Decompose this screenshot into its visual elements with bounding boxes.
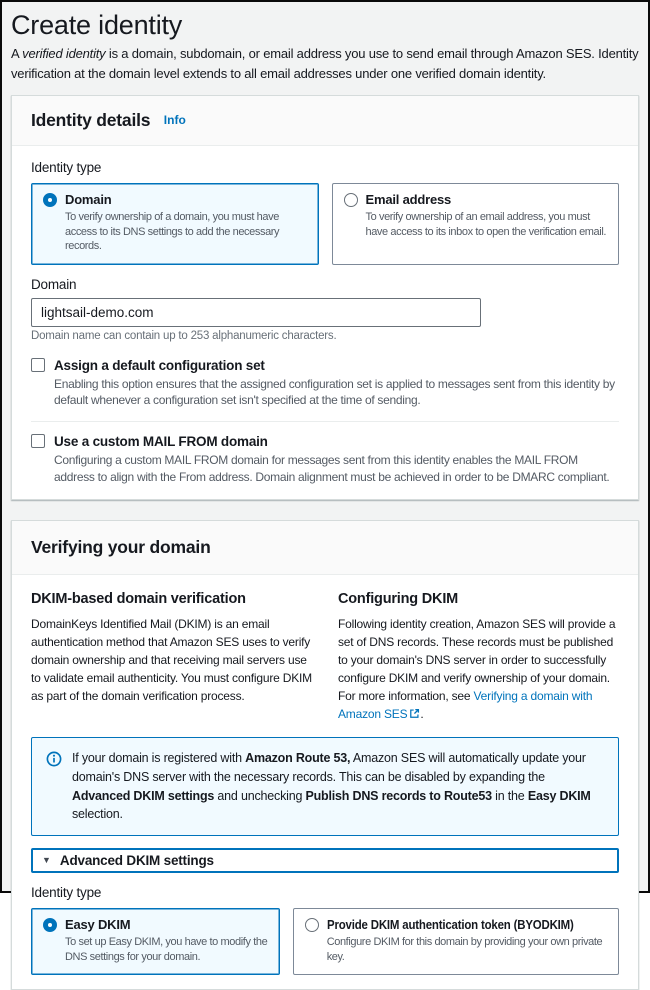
radio-tile-email-label: Email address — [365, 192, 452, 208]
radio-checked-icon[interactable] — [43, 193, 57, 207]
caret-down-icon: ▼ — [42, 855, 51, 866]
intro-italic-term: verified identity — [22, 46, 106, 62]
radio-tile-email-address[interactable] — [332, 183, 620, 265]
divider — [31, 421, 619, 422]
alert-text-segment-bold: Easy DKIM — [527, 788, 591, 803]
configuring-dkim-heading: Configuring DKIM — [338, 591, 459, 608]
alert-text-segment-bold: Publish DNS records to Route53 — [305, 788, 492, 803]
radio-tile-domain-head — [43, 192, 307, 207]
info-icon — [46, 751, 62, 767]
identity-details-header — [12, 96, 638, 146]
alert-text-segment: and unchecking — [214, 788, 306, 803]
verify-domain-link[interactable]: Verifying a domain with Amazon SES — [338, 689, 593, 722]
advanced-dkim-settings-label: Advanced DKIM settings — [59, 853, 214, 869]
checkbox-icon-mail-from[interactable] — [31, 434, 45, 448]
domain-helper-text: Domain name can contain up to 253 alphanumeric characters. — [31, 329, 337, 342]
alert-text-segment: If your domain is registered with — [72, 751, 246, 766]
default-config-set-description: Enabling this option ensures that the assigned configuration set is applied to messages sent from this identity by default whenever a configuration set isn't specified at the time of sending. — [54, 376, 615, 408]
radio-unchecked-icon[interactable] — [305, 918, 319, 932]
configuring-dkim-text-after-link: . — [420, 707, 424, 722]
configuring-dkim-text-before-link: Following identity creation, Amazon SES will provide a set of DNS records. These records must be published to your domain's DNS server in order to successfully configure DKIM and verify ownership of your domain. For more information, see — [338, 617, 616, 704]
default-config-set-field — [31, 358, 619, 409]
checkbox-icon-default-config[interactable] — [31, 358, 45, 372]
route53-info-alert — [31, 737, 619, 836]
alert-text-segment: in the — [491, 788, 528, 803]
page-title: Create identity — [11, 10, 183, 40]
route53-alert-text — [72, 749, 604, 824]
radio-unchecked-icon[interactable] — [344, 193, 358, 207]
mail-from-label[interactable]: Use a custom MAIL FROM domain — [54, 433, 268, 449]
radio-tile-byodkim[interactable] — [293, 908, 619, 975]
radio-tile-domain[interactable] — [31, 183, 319, 265]
radio-checked-icon[interactable] — [43, 918, 57, 932]
radio-tile-email-description: To verify ownership of an email address, you must have access to its inbox to open the verification email. — [365, 211, 607, 238]
domain-input[interactable] — [31, 298, 481, 327]
radio-tile-easy-dkim[interactable] — [31, 908, 280, 975]
radio-tile-byodkim-head — [305, 917, 607, 932]
verifying-domain-card — [11, 520, 639, 990]
dkim-verification-heading: DKIM-based domain verification — [31, 591, 246, 608]
alert-text-segment-bold: Advanced DKIM settings — [72, 788, 215, 803]
default-config-set-label[interactable]: Assign a default configuration set — [54, 357, 265, 373]
page-intro — [11, 44, 639, 84]
dkim-verification-text: DomainKeys Identified Mail (DKIM) is an email authentication method that Amazon SES uses to verify domain ownership and that receiving mail servers use to validate email authenticity. You must configure DKIM as part of the domain verification process. — [31, 617, 312, 704]
mail-from-row — [31, 434, 619, 449]
intro-prefix: A — [11, 46, 23, 62]
intro-rest: is a domain, subdomain, or email address you use to send email through Amazon SES. Identity verification at the domain level extends to all email addresses under one verified domain identity. — [11, 46, 639, 82]
radio-tile-email-head — [344, 192, 608, 207]
domain-field — [31, 277, 619, 342]
identity-details-title: Identity details — [31, 110, 151, 131]
dkim-columns — [31, 591, 619, 723]
domain-label: Domain — [31, 276, 77, 292]
identity-type-label: Identity type — [31, 160, 102, 176]
identity-type-tiles — [31, 183, 619, 265]
radio-tile-domain-description: To verify ownership of a domain, you must have access to its DNS settings to add the necessary records. — [65, 211, 280, 253]
dkim-verification-column — [31, 591, 312, 723]
dkim-identity-type-label: Identity type — [31, 885, 102, 901]
radio-tile-byodkim-description: Configure DKIM for this domain by providing your own private key. — [326, 936, 603, 963]
verifying-domain-body — [12, 575, 638, 989]
create-identity-page — [2, 2, 648, 990]
verifying-domain-header — [12, 521, 638, 575]
mail-from-field — [31, 434, 619, 485]
radio-tile-easy-dkim-description: To set up Easy DKIM, you have to modify the DNS settings for your domain. — [65, 936, 268, 963]
configuring-dkim-text — [338, 615, 619, 723]
advanced-dkim-settings-expander[interactable] — [31, 848, 619, 873]
radio-tile-domain-label: Domain — [65, 192, 112, 208]
alert-text-segment: Amazon SES will automatically update your domain's DNS server with the necessary records. This can be disabled by expanding the — [72, 751, 586, 784]
identity-details-card — [11, 95, 639, 500]
mail-from-description: Configuring a custom MAIL FROM domain for messages sent from this identity enables the MAIL FROM address to align with the From address. Domain alignment must be achieved in order to be DMARC compliant. — [54, 452, 610, 484]
external-link-icon — [409, 708, 420, 719]
dkim-type-tiles — [31, 908, 619, 975]
info-link[interactable]: Info — [163, 113, 186, 128]
identity-details-body — [12, 146, 638, 499]
radio-tile-easy-dkim-head — [43, 917, 268, 932]
radio-tile-easy-dkim-label: Easy DKIM — [65, 917, 131, 933]
default-config-set-row — [31, 358, 619, 373]
verifying-domain-title: Verifying your domain — [31, 537, 211, 558]
configuring-dkim-column — [338, 591, 619, 723]
alert-text-segment: selection. — [72, 807, 123, 822]
radio-tile-byodkim-label: Provide DKIM authentication token (BYODKIM) — [326, 917, 574, 933]
alert-text-segment-bold: Amazon Route 53, — [245, 751, 351, 766]
